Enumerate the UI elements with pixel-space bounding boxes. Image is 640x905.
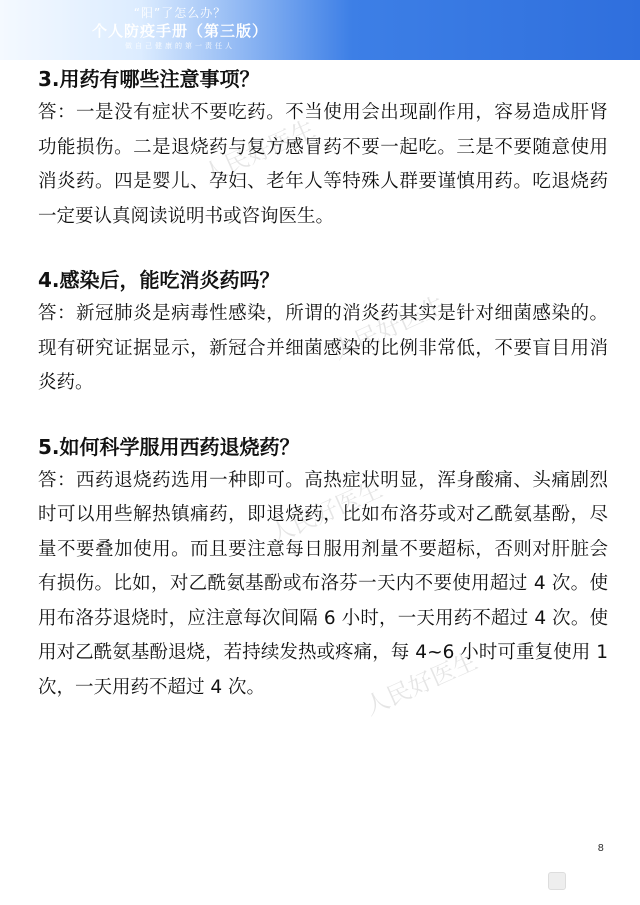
faq-section-5: [38, 430, 608, 706]
watermark: 人民好医生: [328, 290, 450, 365]
section-answer: 答：西药退烧药选用一种即可。高热症状明显，浑身酸痛、头痛剧烈时可以用些解热镇痛药，即退烧药，比如布洛芬或对乙酰氨基酚，尽量不要叠加使用。而且要注意每日服用剂量不要超标，否则对肝脏会有损伤。比如，对乙酰氨基酚或布洛芬一天内不要使用超过 4 次。使用布洛芬退烧时，应注意每次间隔 6 小时，一天用药不超过 4 次。使用对乙酰氨基酚退烧，若持续发热或疼痛，每 4~6 小时可重复使用 1 次，一天用药不超过 4 次。: [38, 469, 608, 698]
header-kicker: “阳”了怎么办？: [133, 6, 227, 20]
section-answer: 答：新冠肺炎是病毒性感染，所谓的消炎药其实是针对细菌感染的。现有研究证据显示，新冠合并细菌感染的比例非常低，不要盲目用消炎药。: [38, 303, 608, 393]
header-banner: [0, 0, 640, 60]
section-heading: 5.如何科学服用西药退烧药？: [38, 434, 300, 459]
watermark: 人民好医生: [198, 114, 320, 189]
manual-title: 个人防疫手册（第三版）: [91, 22, 268, 40]
page-content: [38, 62, 608, 734]
watermark: 人民好医生: [265, 474, 387, 549]
faq-section-4: [38, 263, 608, 401]
corner-logo-icon: [548, 872, 566, 890]
faq-section-3: [38, 62, 608, 234]
page-number: 8: [597, 843, 604, 854]
section-heading: 3.用药有哪些注意事项？: [38, 67, 260, 91]
watermark: 人民好医生: [360, 646, 482, 721]
section-answer: 答：一是没有症状不要吃药。不当使用会出现副作用，容易造成肝肾功能损伤。二是退烧药与复方感冒药不要一起吃。三是不要随意使用消炎药。四是婴儿、孕妇、老年人等特殊人群要谨慎用药。吃退烧药一定要认真阅读说明书或咨询医生。: [38, 102, 608, 227]
section-heading: 4.感染后，能吃消炎药吗？: [38, 268, 280, 292]
header-title-block: [0, 6, 360, 51]
header-motto: 做自己健康的第一责任人: [125, 42, 235, 50]
